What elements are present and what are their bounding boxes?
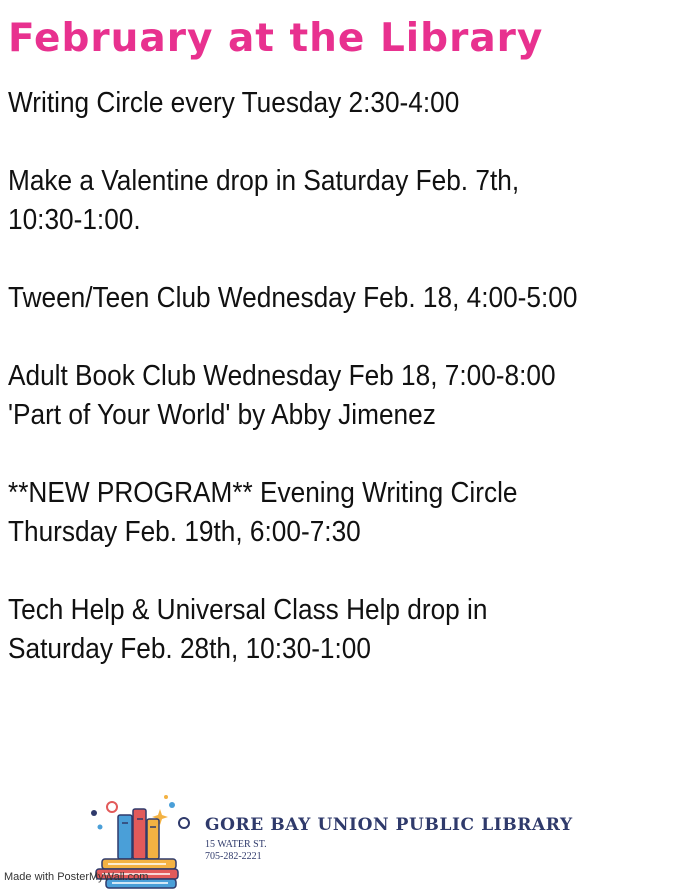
event-list: [8, 84, 629, 708]
event-evening-writing-circle: [8, 474, 629, 552]
library-contact: [205, 839, 267, 863]
event-adult-book-club: [8, 357, 629, 435]
event-writing-circle: [8, 84, 629, 123]
event-line: Make a Valentine drop in Saturday Feb. 7th,: [8, 165, 520, 197]
event-line: Writing Circle every Tuesday 2:30-4:00: [8, 87, 460, 119]
event-line: 'Part of Your World' by Abby Jimenez: [8, 399, 436, 431]
event-line: 10:30-1:00.: [8, 204, 141, 236]
event-line: **NEW PROGRAM** Evening Writing Circle: [8, 477, 518, 509]
library-address: 15 WATER ST.: [205, 839, 267, 850]
event-line: Adult Book Club Wednesday Feb 18, 7:00-8:00: [8, 360, 556, 392]
library-footer: [0, 785, 687, 889]
event-line: Tween/Teen Club Wednesday Feb. 18, 4:00-5:00: [8, 282, 578, 314]
event-line: Saturday Feb. 28th, 10:30-1:00: [8, 633, 371, 665]
event-valentine: [8, 162, 629, 240]
library-phone: 705-282-2221: [205, 851, 262, 862]
poster-credit: Made with PosterMyWall.com: [4, 871, 149, 883]
library-name: GORE BAY UNION PUBLIC LIBRARY: [205, 815, 573, 835]
event-line: Tech Help & Universal Class Help drop in: [8, 594, 488, 626]
event-tech-help: [8, 591, 629, 669]
event-line: Thursday Feb. 19th, 6:00-7:30: [8, 516, 361, 548]
page-title: February at the Library: [8, 16, 544, 61]
event-tween-teen-club: [8, 279, 629, 318]
